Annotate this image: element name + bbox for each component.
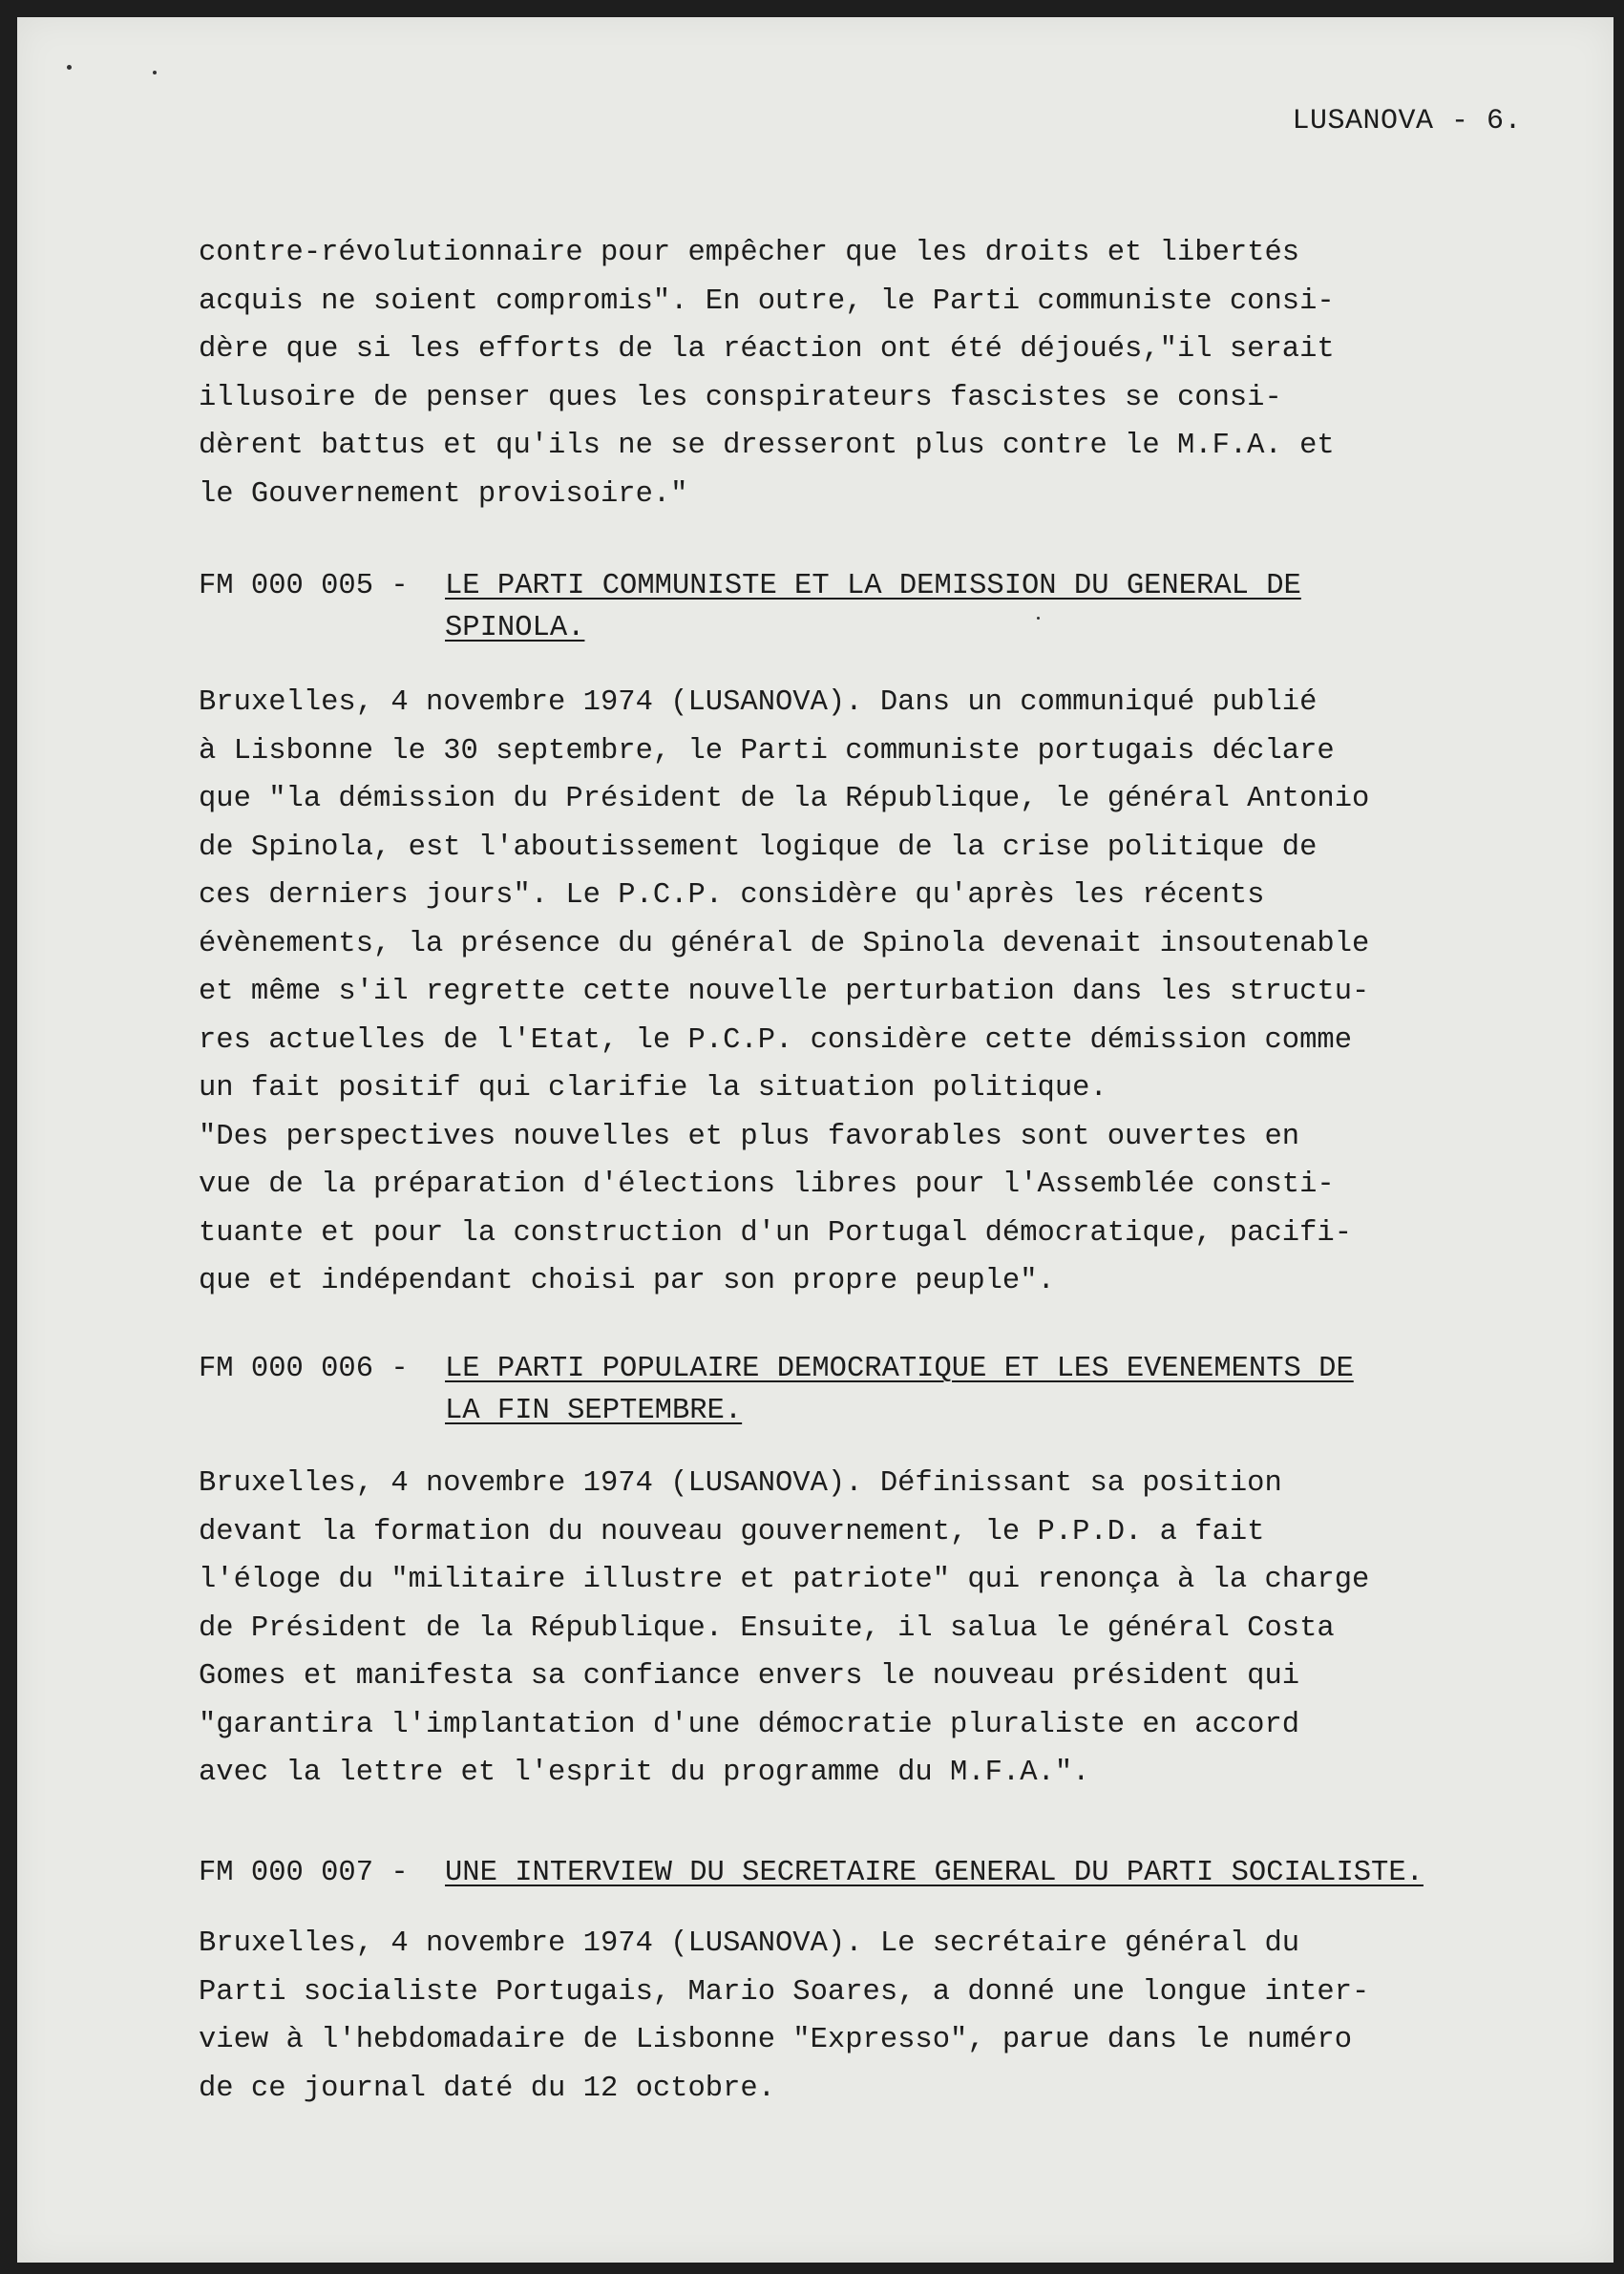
item-title-line1: LE PARTI POPULAIRE DEMOCRATIQUE ET LES EVENEMENTS DE [445, 1353, 1354, 1385]
item-body: Bruxelles, 4 novembre 1974 (LUSANOVA). Le secrétaire général du Parti socialiste Portugais, Mario Soares, a donné une longue inter- view à l'hebdomadaire de Lisbonne "Expresso", parue dans le numéro de ce journal daté du 12 octobre. [199, 1927, 1370, 2105]
document-page [17, 17, 1613, 2263]
item-body: Bruxelles, 4 novembre 1974 (LUSANOVA). Définissant sa position devant la formation du nouveau gouvernement, le P.P.D. a fait l'éloge du "militaire illustre et patriote" qui renonça à la charge de Président de la République. Ensuite, il salua le général Costa Gomes et manifesta sa confiance envers le nouveau président qui "garantira l'implantation d'une démocratie pluraliste en accord avec la lettre et l'esprit du programme du M.F.A.". [199, 1467, 1370, 1789]
item-fm-000-006 [199, 1350, 1535, 1430]
item-code: FM 000 005 - [199, 570, 426, 602]
item-heading [199, 567, 1535, 647]
item-title [445, 567, 1533, 647]
item-fm-000-005 [199, 567, 1535, 647]
item-title-line1: LE PARTI COMMUNISTE ET LA DEMISSION DU GENERAL DE [445, 570, 1301, 602]
item-title [445, 1854, 1533, 1892]
item-title [445, 1350, 1533, 1430]
intro-paragraph: contre-révolutionnaire pour empêcher que les droits et libertés acquis ne soient compromis". En outre, le Parti communiste consi- dère que si les efforts de la réaction ont été déjoués,"il serait illusoire de penser ques les conspirateurs fascistes se consi- dèrent battus et qu'ils ne se dresseront plus contre le M.F.A. et le Gouvernement provisoire." [199, 237, 1335, 511]
item-heading [199, 1854, 1535, 1892]
paper-speck [67, 65, 72, 70]
item-title-line2: LA FIN SEPTEMBRE. [445, 1395, 743, 1427]
item-code: FM 000 006 - [199, 1353, 426, 1385]
paper-speck [153, 71, 157, 74]
item-fm-000-007-body [199, 1920, 1535, 2113]
item-fm-000-007 [199, 1854, 1535, 1892]
item-title-line2: SPINOLA. [445, 612, 585, 644]
item-fm-000-005-body [199, 679, 1535, 1306]
page-header: LUSANOVA - 6. [1292, 105, 1522, 137]
item-code: FM 000 007 - [199, 1857, 426, 1889]
intro-section [199, 229, 1535, 518]
item-body: Bruxelles, 4 novembre 1974 (LUSANOVA). Dans un communiqué publié à Lisbonne le 30 septembre, le Parti communiste portugais déclare que "la démission du Président de la République, le général Antonio de Spinola, est l'aboutissement logique de la crise politique de ces derniers jours". Le P.C.P. considère qu'après les récents évènements, la présence du général de Spinola devenait insoutenable et même s'il regrette cette nouvelle perturbation dans les structu- res actuelles de l'Etat, le P.C.P. considère cette démission comme un fait positif qui clarifie la situation politique. "Des perspectives nouvelles et plus favorables sont ouvertes en vue de la préparation d'élections libres pour l'Assemblée consti- tuante et pour la construction d'un Portugal démocratique, pacifi- que et indépendant choisi par son propre peuple". [199, 686, 1370, 1297]
item-title-line1: UNE INTERVIEW DU SECRETAIRE GENERAL DU PARTI SOCIALISTE. [445, 1857, 1424, 1889]
item-fm-000-006-body [199, 1460, 1535, 1798]
item-heading [199, 1350, 1535, 1430]
